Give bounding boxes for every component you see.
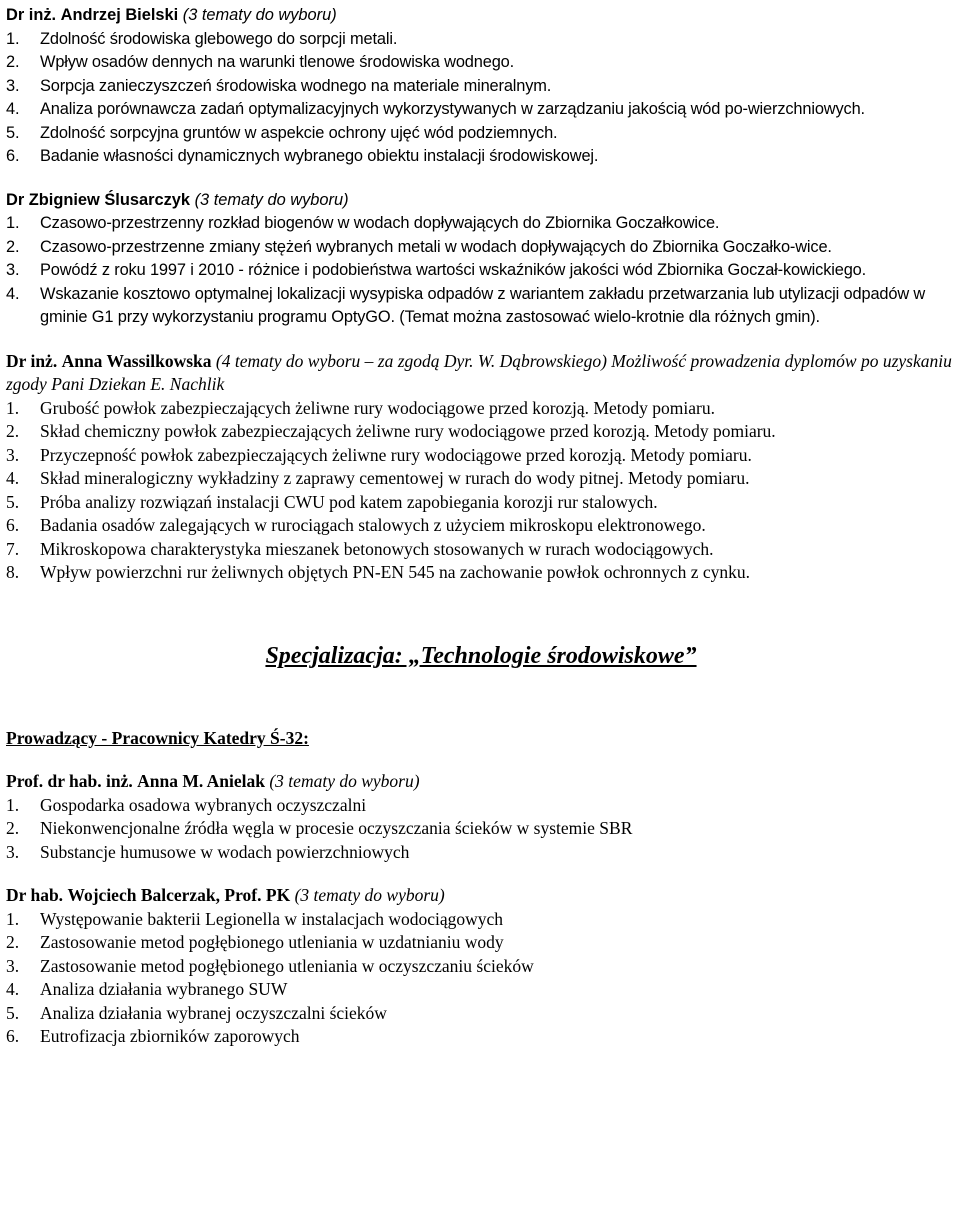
supervisor-name: Zbigniew Ślusarczyk: [28, 190, 191, 209]
list-item: 2. Wpływ osadów dennych na warunki tlenowe środowiska wodnego.: [6, 53, 515, 71]
supervisor-name: Andrzej Bielski: [60, 6, 179, 24]
list-item: 1. Występowanie bakterii Legionella w instalacjach wodociągowych: [6, 908, 504, 929]
list-item: 2. Niekonwencjonalne źródła węgla w procesie oczyszczania ścieków w systemie SBR: [6, 818, 633, 838]
list-item: 1. Zdolność środowiska glebowego do sorpcji metali.: [6, 29, 398, 48]
list-item: 2. Skład chemiczny powłok zabezpieczających żeliwne rury wodociągowe przed korozją. Metody pomiaru.: [6, 421, 776, 441]
supervisor-section-wassilkowska: [6, 350, 956, 585]
list-item: 3. Sorpcja zanieczyszczeń środowiska wodnego na materiale mineralnym.: [6, 76, 552, 95]
topic-count-note: (3 tematy do wyboru): [269, 771, 420, 791]
supervisor-title: Dr: [6, 190, 25, 209]
list-item: 8. Wpływ powierzchni rur żeliwnych objętych PN-EN 545 na zachowanie powłok ochronnych z cynku.: [6, 562, 750, 582]
list-item: 6. Badania osadów zalegających w rurociągach stalowych z użyciem mikroskopu elektronowego.: [6, 515, 706, 535]
supervisor-section-bielski: [6, 4, 956, 169]
topic-list: [6, 908, 956, 1049]
topic-list: [6, 397, 956, 585]
topic-count-note: (3 tematy do wyboru): [294, 885, 445, 905]
supervisor-header: [6, 884, 956, 908]
list-item: 1. Czasowo-przestrzenny rozkład biogenów w wodach dopływających do Zbiornika Goczałkowice.: [6, 214, 720, 232]
list-item: 3. Powódź z roku 1997 i 2010 - różnice i podobieństwa wartości wskaźników jakości wód Zbiornika Goczał-kowickiego.: [6, 261, 867, 279]
supervisor-header: [6, 770, 956, 794]
supervisor-title: Dr inż.: [6, 6, 57, 24]
supervisor-section-anielak: [6, 770, 956, 864]
list-item: 4. Skład mineralogiczny wykładziny z zaprawy cementowej w rurach do wody pitnej. Metody pomiaru.: [6, 468, 750, 488]
topic-list: [6, 212, 956, 330]
supervisor-header: [6, 4, 956, 28]
supervisor-title: Dr hab.: [6, 885, 64, 905]
list-item: 3. Zastosowanie metod pogłębionego utleniania w oczyszczaniu ścieków: [6, 955, 534, 976]
supervisor-section-balcerzak: [6, 884, 956, 1049]
list-item: 6. Badanie własności dynamicznych wybranego obiektu instalacji środowiskowej.: [6, 147, 599, 165]
document-page: [6, 4, 956, 1049]
list-item: 5. Próba analizy rozwiązań instalacji CWU pod katem zapobiegania korozji rur stalowych.: [6, 491, 658, 512]
topic-count-note: (4 tematy do wyboru – za zgodą Dyr. W. Dąbrowskiego) Możliwość prowadzenia dyplomów po uzyskaniu zgody Pani Dziekan E. Nachlik: [6, 350, 952, 394]
list-item: 6. Eutrofizacja zbiorników zaporowych: [6, 1026, 300, 1046]
topic-count-note: (3 tematy do wyboru): [194, 190, 349, 209]
topic-list: [6, 794, 956, 865]
topic-list: [6, 28, 956, 169]
list-item: 4. Analiza działania wybranego SUW: [6, 979, 288, 999]
list-item: 4. Analiza porównawcza zadań optymalizacyjnych wykorzystywanych w zarządzaniu jakością wód po-wierzchniowych.: [6, 100, 865, 118]
topic-count-note: (3 tematy do wyboru): [182, 6, 337, 24]
supervisor-name: Anna M. Anielak: [137, 771, 265, 791]
specialization-heading: Specjalizacja: „Technologie środowiskowe”: [265, 642, 697, 669]
supervisor-name: Wojciech Balcerzak, Prof. PK: [67, 885, 291, 905]
supervisor-header: [6, 350, 956, 397]
leaders-heading: Prowadzący - Pracownicy Katedry Ś-32:: [6, 727, 309, 748]
list-item: 2. Zastosowanie metod pogłębionego utleniania w uzdatnianiu wody: [6, 932, 504, 952]
supervisor-title: Dr inż.: [6, 350, 58, 371]
list-item: 1. Gospodarka osadowa wybranych oczyszczalni: [6, 794, 367, 815]
list-item: 5. Analiza działania wybranej oczyszczalni ścieków: [6, 1002, 387, 1023]
list-item: 2. Czasowo-przestrzenne zmiany stężeń wybranych metali w wodach dopływających do Zbiornika Goczałko-wice.: [6, 237, 832, 256]
list-item: 1. Grubość powłok zabezpieczających żeliwne rury wodociągowe przed korozją. Metody pomiaru.: [6, 397, 715, 418]
list-item: 3. Przyczepność powłok zabezpieczających żeliwne rury wodociągowe przed korozją. Metody pomiaru.: [6, 444, 752, 465]
list-item: 4. Wskazanie kosztowo optymalnej lokalizacji wysypiska odpadów z wariantem zakładu przetwarzania lub utylizacji odpadów w gminie G1 przy wykorzystaniu programu OptyGO. (Temat można zastosować wielo-krotnie dla różnych gmin).: [6, 284, 926, 326]
list-item: 5. Zdolność sorpcyjna gruntów w aspekcie ochrony ujęć wód podziemnych.: [6, 123, 558, 142]
list-item: 3. Substancje humusowe w wodach powierzchniowych: [6, 841, 410, 862]
list-item: 7. Mikroskopowa charakterystyka mieszanek betonowych stosowanych w rurach wodociągowych.: [6, 538, 714, 559]
supervisor-section-slusarczyk: [6, 189, 956, 330]
supervisor-title: Prof. dr hab. inż.: [6, 771, 133, 791]
supervisor-name: Anna Wassilkowska: [61, 350, 212, 371]
supervisor-header: [6, 189, 956, 213]
